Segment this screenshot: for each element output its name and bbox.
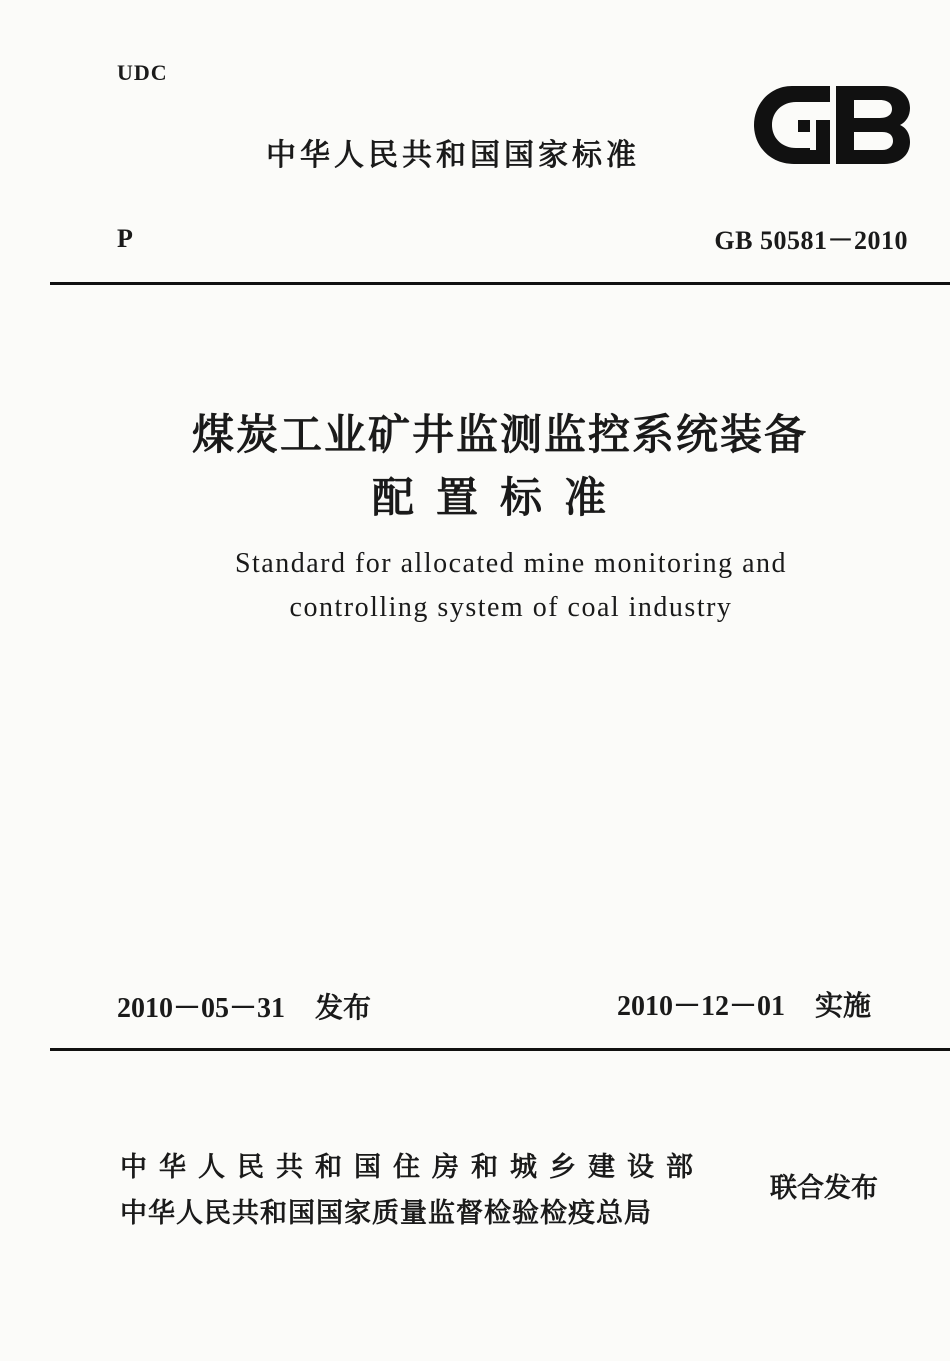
issuer-line1: 中华人民共和国住房和城乡建设部 — [120, 1152, 705, 1183]
standard-number: GB 50581－2010 — [714, 226, 908, 255]
joint-issue-label: 联合发布 — [770, 1173, 878, 1204]
bottom-divider — [50, 1048, 950, 1051]
category-code: P — [117, 224, 133, 253]
title-cn-line1: 煤炭工业矿井监测监控系统装备 — [191, 410, 808, 459]
national-standard-heading: 中华人民共和国国家标准 — [266, 138, 640, 173]
gb-logo-icon — [752, 84, 912, 166]
issue-date: 2010－05－31 — [117, 993, 286, 1024]
issuer-line2: 中华人民共和国国家质量监督检验检疫总局 — [120, 1198, 652, 1229]
effective-date: 2010－12－01 — [617, 991, 786, 1022]
issue-date-block — [117, 986, 371, 1026]
title-en-line1: Standard for allocated mine monitoring and — [234, 548, 788, 579]
title-cn-line2: 配置标准 — [371, 473, 628, 522]
top-divider — [50, 282, 950, 285]
udc-label: UDC — [117, 60, 168, 85]
effective-date-block — [617, 984, 871, 1024]
issue-label: 发布 — [315, 991, 372, 1024]
effective-label: 实施 — [815, 989, 872, 1022]
title-en-line2: controlling system of coal industry — [289, 592, 733, 623]
